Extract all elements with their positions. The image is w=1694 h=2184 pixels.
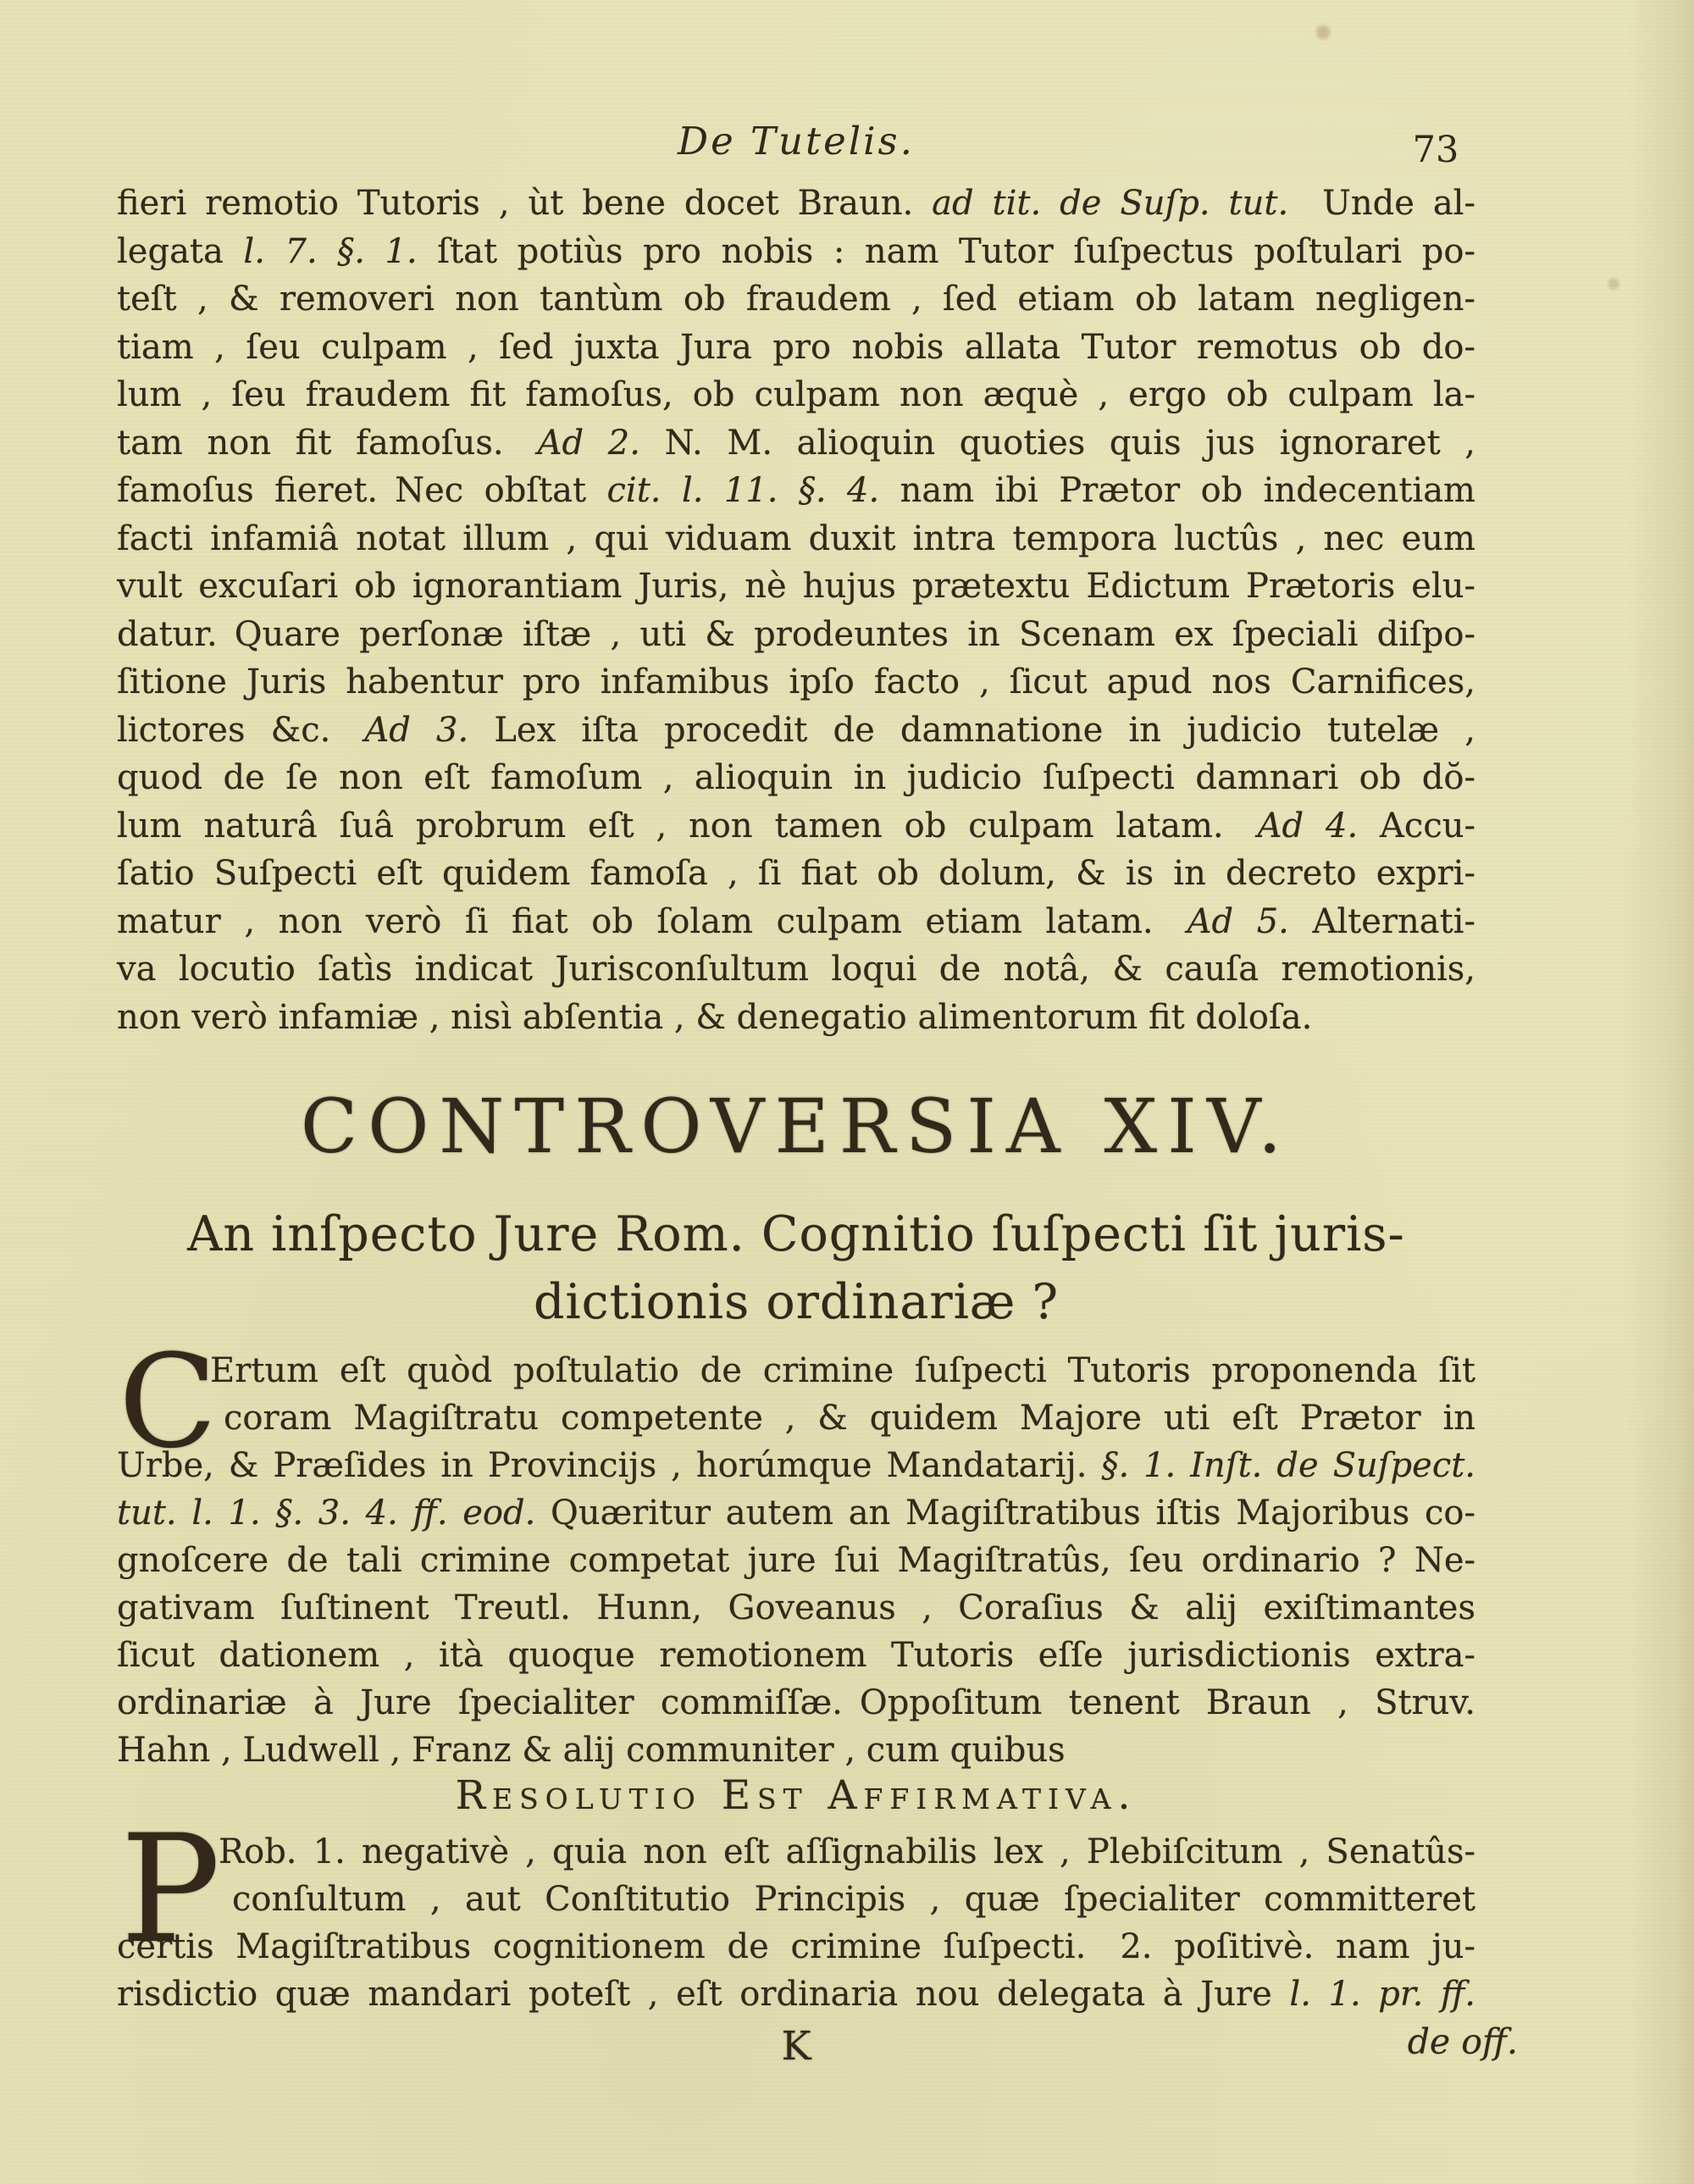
dropcap-p: P xyxy=(120,1803,221,1976)
citation-italic: Ad 2. xyxy=(537,423,640,463)
text-segment: Hahn , Ludwell , Franz & alij communiter , cum quibus xyxy=(117,1731,1066,1770)
margin-note: de off. xyxy=(1407,2021,1518,2062)
text-line xyxy=(117,1584,1475,1632)
text-line xyxy=(117,1632,1475,1679)
text-line xyxy=(117,275,1475,324)
text-segment: tiam , ſeu culpam , ſed juxta Jura pro nobis allata Tutor remotus ob do- xyxy=(117,327,1475,367)
text-segment: Ertum eſt quòd poſtulatio de crimine ſuſpecti Tutoris proponenda ſit xyxy=(210,1351,1475,1390)
text-line xyxy=(117,1876,1475,1923)
text-segment: ſtat potiùs pro nobis : nam Tutor ſuſpectus poſtulari po- xyxy=(417,231,1475,271)
text-segment: matur , non verò ſi fiat ob ſolam culpam etiam latam. xyxy=(117,901,1187,941)
text-segment: Rob. 1. negativè , quia non eſt aſſignabilis lex , Plebiſcitum , Senatûs- xyxy=(219,1832,1475,1871)
paragraph-3 xyxy=(117,1803,1476,2018)
text-line xyxy=(117,658,1475,707)
text-segment: lum naturâ ſuâ probrum eſt , non tamen ob culpam latam. xyxy=(117,806,1258,845)
text-line xyxy=(117,180,1475,228)
citation-italic: §. 1. Inſt. de Suſpect. xyxy=(1101,1446,1476,1485)
text-segment: ſicut dationem , ità quoque remotionem Tutoris eſſe jurisdictionis extra- xyxy=(117,1636,1475,1675)
section-subtitle-line2: dictionis ordinariæ ? xyxy=(533,1274,1060,1330)
text-line xyxy=(117,802,1475,851)
running-head-title: De Tutelis. xyxy=(678,119,915,164)
text-line xyxy=(117,1489,1475,1537)
text-line xyxy=(117,1537,1475,1584)
paragraph-2 xyxy=(117,1327,1476,1774)
citation-italic: Ad 3. xyxy=(364,710,469,750)
text-segment: lum , ſeu fraudem fit famoſus, ob culpam non æquè , ergo ob culpam la- xyxy=(117,375,1475,414)
text-line xyxy=(117,1347,1475,1394)
text-line xyxy=(117,371,1475,419)
text-segment: gnoſcere de tali crimine competat jure ſui Magiſtratûs, ſeu ordinario ? Ne- xyxy=(117,1541,1475,1580)
section-title: CONTROVERSIA XIV. xyxy=(300,1083,1293,1170)
text-segment: risdictio quæ mandari poteſt , eſt ordinaria nou delegata à Jure xyxy=(117,1975,1290,2014)
text-segment: tam non fit famoſus. xyxy=(117,423,538,463)
text-line xyxy=(117,1727,1475,1774)
text-line xyxy=(117,1442,1475,1489)
citation-italic: Ad 4. xyxy=(1257,806,1359,845)
dropcap-c: C xyxy=(119,1327,218,1477)
text-segment: Alternati- xyxy=(1288,901,1475,941)
text-segment: Urbe, & Præſides in Provincijs , horúmque Mandatarij. xyxy=(117,1446,1102,1485)
text-line xyxy=(117,611,1475,659)
citation-italic: cit. l. 11. §. 4. xyxy=(606,471,880,510)
text-segment: gativam ſuſtinent Treutl. Hunn, Goveanus , Coraſius & alij exiſtimantes xyxy=(117,1588,1475,1627)
text-line xyxy=(117,515,1475,563)
text-segment: facti infamiâ notat illum , qui viduam duxit intra tempora luctûs , nec eum xyxy=(117,518,1475,558)
text-segment: quod de ſe non eſt famoſum , alioquin in judicio ſuſpecti damnari ob dŏ- xyxy=(117,758,1475,797)
text-line xyxy=(117,1971,1475,2018)
text-segment: Accu- xyxy=(1358,806,1476,845)
resolution-line: Resolutio Est Affirmativa. xyxy=(455,1772,1138,1819)
text-line xyxy=(117,994,1475,1042)
text-segment: Lex iſta procedit de damnatione in judicio tutelæ , xyxy=(468,710,1476,750)
text-line xyxy=(117,1923,1475,1971)
text-line xyxy=(117,1679,1475,1727)
text-segment: legata xyxy=(117,231,244,271)
citation-italic: tut. l. 1. §. 3. 4. ff. eod. xyxy=(117,1494,536,1533)
text-segment: datur. Quare perſonæ iſtæ , uti & prodeuntes in Scenam ex ſpeciali diſpo- xyxy=(117,614,1475,654)
citation-italic: Ad 5. xyxy=(1187,901,1289,941)
text-line xyxy=(117,1394,1475,1442)
citation-italic: l. 7. §. 1. xyxy=(243,231,418,271)
text-segment: coram Magiſtratu competente , & quidem Majore uti eſt Prætor in xyxy=(224,1399,1475,1438)
text-segment: conſultum , aut Conſtitutio Principis , quæ ſpecialiter committeret xyxy=(232,1880,1475,1919)
text-segment: famoſus fieret. Nec obſtat xyxy=(117,471,607,510)
text-segment: vult excuſari ob ignorantiam Juris, nè hujus prætextu Edictum Prætoris elu- xyxy=(117,567,1475,606)
text-segment: va locutio ſatìs indicat Jurisconſultum loqui de notâ, & cauſa remotionis, xyxy=(117,950,1475,989)
citation-italic: ad tit. de Suſp. tut. xyxy=(932,184,1289,223)
text-line xyxy=(117,898,1475,946)
text-line xyxy=(117,467,1475,515)
text-line xyxy=(117,754,1475,802)
section-subtitle-line1: An inſpecto Jure Rom. Cognitio ſuſpecti ſit juris- xyxy=(187,1206,1405,1262)
text-line xyxy=(117,1828,1475,1876)
text-segment: Unde al- xyxy=(1288,184,1475,223)
text-line xyxy=(117,228,1475,276)
text-line xyxy=(117,850,1475,898)
text-line xyxy=(117,707,1475,755)
text-segment: Quæritur autem an Magiſtratibus iſtis Majoribus co- xyxy=(535,1494,1475,1533)
text-segment: certis Magiſtratibus cognitionem de crimine ſuſpecti. 2. poſitivè. nam ju- xyxy=(117,1927,1475,1966)
text-segment: non verò infamiæ , nisì abſentia , & denegatio alimentorum fit doloſa. xyxy=(117,997,1313,1037)
text-segment: N. M. alioquin quoties quis jus ignoraret , xyxy=(639,423,1476,463)
paragraph-1 xyxy=(117,180,1475,1041)
citation-italic: l. 1. pr. ff. xyxy=(1289,1975,1476,2014)
text-segment: ordinariæ à Jure ſpecialiter commiſſæ. Oppoſitum tenent Braun , Struv. xyxy=(117,1683,1475,1722)
text-segment: fieri remotio Tutoris , ùt bene docet Braun. xyxy=(117,184,933,223)
text-line xyxy=(117,945,1475,994)
text-segment: ſitione Juris habentur pro infamibus ipſo facto , ſicut apud nos Carnifices, xyxy=(117,662,1475,701)
text-segment: teſt , & removeri non tantùm ob fraudem , ſed etiam ob latam negligen- xyxy=(117,280,1475,319)
page-number: 73 xyxy=(1412,129,1459,171)
text-segment: nam ibi Prætor ob indecentiam xyxy=(879,471,1475,510)
text-segment: ſatio Suſpecti eſt quidem famoſa , ſi fiat ob dolum, & is in decreto expri- xyxy=(117,854,1475,893)
text-line xyxy=(117,324,1475,372)
text-line xyxy=(117,563,1475,611)
signature-mark: K xyxy=(781,2023,811,2070)
text-line xyxy=(117,419,1475,468)
text-segment: lictores &c. xyxy=(117,710,365,750)
